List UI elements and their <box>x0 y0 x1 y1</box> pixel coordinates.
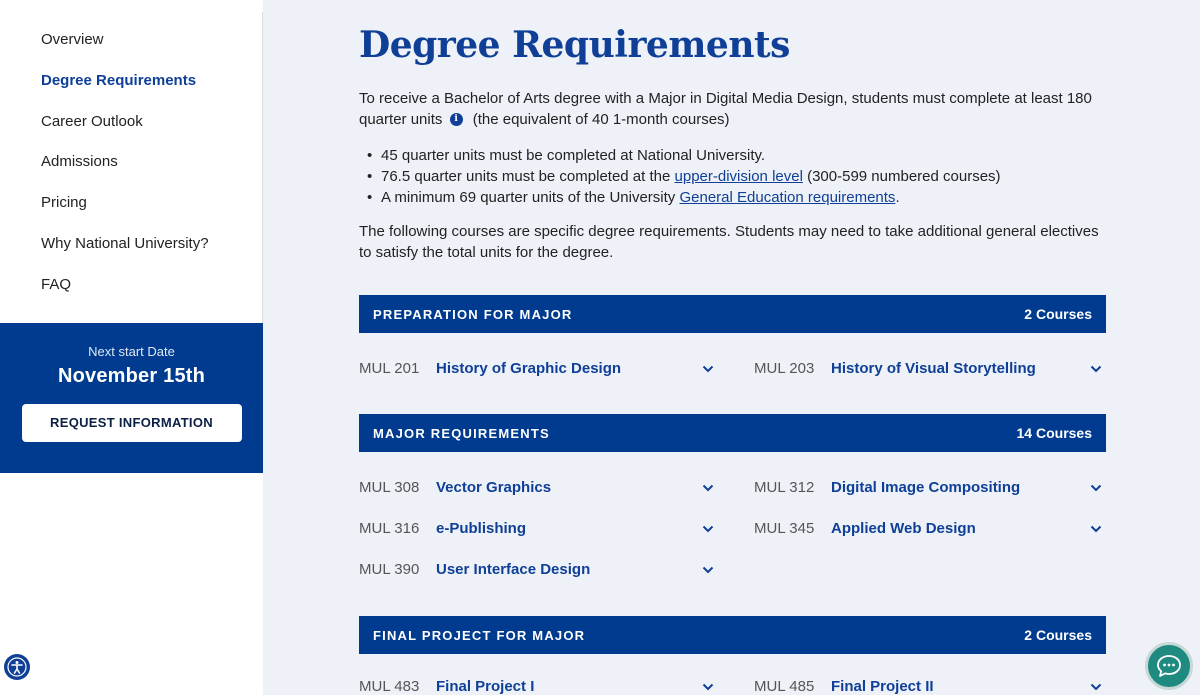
course-code: MUL 483 <box>359 678 420 695</box>
start-date-value: November 15th <box>57 365 206 387</box>
chevron-down-icon[interactable] <box>1090 681 1102 693</box>
sidebar-item-pricing[interactable]: Pricing <box>41 194 87 212</box>
course-count: 2 Courses <box>1024 306 1092 322</box>
course-count: 2 Courses <box>1024 627 1092 643</box>
requirements-list <box>359 145 1106 208</box>
course-name: Applied Web Design <box>831 520 976 537</box>
course-item[interactable] <box>754 508 1106 549</box>
sidebar-item-faq[interactable]: FAQ <box>41 275 72 293</box>
sidebar-item-overview[interactable]: Overview <box>41 31 104 48</box>
chevron-down-icon[interactable] <box>702 363 714 375</box>
course-item[interactable] <box>359 666 754 695</box>
course-code: MUL 308 <box>359 479 420 496</box>
section-header <box>359 616 1106 654</box>
list-item <box>359 166 1106 187</box>
upper-division-link[interactable]: upper-division level <box>674 168 803 185</box>
section-title: FINAL PROJECT FOR MAJOR <box>373 627 586 643</box>
course-code: MUL 203 <box>754 360 815 377</box>
course-code: MUL 345 <box>754 520 815 537</box>
course-item[interactable] <box>754 467 1106 508</box>
course-item[interactable] <box>359 348 754 389</box>
chevron-down-icon[interactable] <box>702 681 714 693</box>
list-item-text: . <box>895 189 900 206</box>
intro-text: To receive a Bachelor of Arts degree with a Major in Digital Media Design, students must complete at least 180 quarter units <box>359 90 1092 128</box>
intro-paragraph <box>359 88 1106 130</box>
list-item-text: 45 quarter units must be completed at National University. <box>381 147 766 164</box>
course-name: History of Graphic Design <box>436 360 622 377</box>
section-header <box>359 295 1106 333</box>
chevron-down-icon[interactable] <box>702 564 714 576</box>
chevron-down-icon[interactable] <box>1090 523 1102 535</box>
start-date-panel <box>0 323 263 473</box>
course-name: Vector Graphics <box>436 479 552 496</box>
sidebar-item-why-national-university[interactable]: Why National University? <box>41 234 209 252</box>
course-item[interactable] <box>754 666 1106 695</box>
course-code: MUL 390 <box>359 561 420 578</box>
course-item[interactable] <box>754 348 1106 389</box>
section-header <box>359 414 1106 452</box>
page-title: Degree Requirements <box>359 24 790 66</box>
course-name: Final Project I <box>436 678 535 695</box>
course-code: MUL 201 <box>359 360 420 377</box>
list-item <box>359 145 1106 166</box>
main-content <box>359 0 1106 695</box>
list-item-text: 76.5 quarter units must be completed at the <box>381 168 675 185</box>
course-grid <box>359 467 1106 590</box>
general-education-link[interactable]: General Education requirements <box>679 189 896 206</box>
list-item-text: A minimum 69 quarter units of the University <box>381 189 680 206</box>
course-item[interactable] <box>359 467 754 508</box>
info-icon[interactable]: i <box>450 113 463 126</box>
course-name: History of Visual Storytelling <box>831 360 1036 377</box>
course-item[interactable] <box>359 508 754 549</box>
sidebar-divider <box>262 12 263 324</box>
sidebar-item-career-outlook[interactable]: Career Outlook <box>41 112 143 130</box>
course-grid <box>359 666 1106 695</box>
sidebar-item-admissions[interactable]: Admissions <box>41 153 118 171</box>
sidebar-nav <box>0 0 263 316</box>
requirements-note: The following courses are specific degree requirements. Students may need to take additional general electives to satisfy the total units for the degree. <box>359 223 1099 261</box>
course-code: MUL 485 <box>754 678 815 695</box>
course-item[interactable] <box>359 549 754 590</box>
section-preparation <box>359 295 1106 389</box>
course-code: MUL 312 <box>754 479 815 496</box>
section-final-project <box>359 616 1106 695</box>
chevron-down-icon[interactable] <box>702 523 714 535</box>
course-name: Digital Image Compositing <box>831 479 1021 496</box>
chevron-down-icon[interactable] <box>702 482 714 494</box>
sidebar-item-degree-requirements[interactable]: Degree Requirements <box>41 71 197 89</box>
start-date-label: Next start Date <box>88 344 175 359</box>
course-name: Final Project II <box>831 678 934 695</box>
course-name: User Interface Design <box>436 561 591 578</box>
section-title: PREPARATION FOR MAJOR <box>373 306 573 322</box>
course-grid <box>359 348 1106 389</box>
intro-text-equivalent: (the equivalent of 40 1-month courses) <box>472 111 730 128</box>
request-information-button[interactable]: REQUEST INFORMATION <box>22 404 242 442</box>
section-major-requirements <box>359 414 1106 590</box>
course-name: e-Publishing <box>436 520 526 537</box>
section-title: MAJOR REQUIREMENTS <box>373 425 550 441</box>
chevron-down-icon[interactable] <box>1090 482 1102 494</box>
chat-icon[interactable] <box>1145 642 1193 690</box>
list-item <box>359 187 1106 208</box>
accessibility-icon[interactable] <box>4 654 30 680</box>
course-code: MUL 316 <box>359 520 420 537</box>
course-count: 14 Courses <box>1016 425 1092 441</box>
list-item-text: (300-599 numbered courses) <box>802 168 1001 185</box>
chevron-down-icon[interactable] <box>1090 363 1102 375</box>
